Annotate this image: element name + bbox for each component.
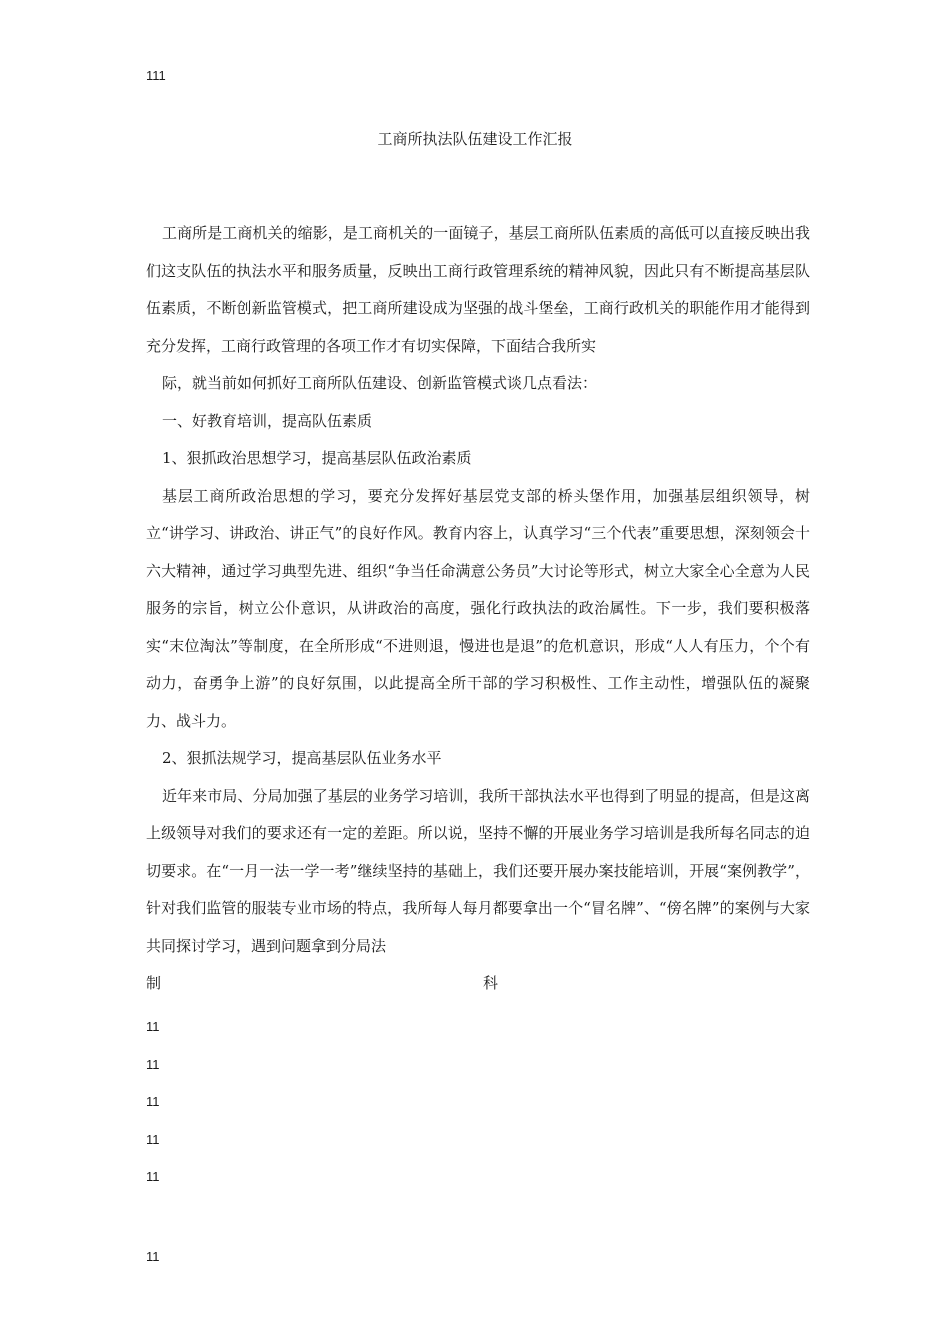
paragraph-continuation: 际，就当前如何抓好工商所队伍建设、创新监管模式谈几点看法： <box>162 374 598 392</box>
footer-marker: 11 <box>146 1094 160 1109</box>
document-title: 工商所执法队伍建设工作汇报 <box>377 130 573 148</box>
page-footer-marker: 11 <box>146 1249 160 1264</box>
split-line-right: 科 <box>482 974 498 992</box>
split-line-left: 制 <box>146 974 162 992</box>
footer-marker-list <box>146 1015 160 1203</box>
section-heading-1: 一、好教育培训，提高队伍素质 <box>162 411 373 430</box>
document-body <box>146 215 810 1003</box>
subsection-heading-1: 1、狠抓政治思想学习，提高基层队伍政治素质 <box>162 449 472 467</box>
subsection-heading-2: 2、狠抓法规学习，提高基层队伍业务水平 <box>162 749 442 767</box>
subsection-2-body: 近年来市局、分局加强了基层的业务学习培训，我所干部执法水平也得到了明显的提高，但是这离上级领导对我们的要求还有一定的差距。所以说，坚持不懈的开展业务学习培训是我所每名同志的迫切要求。在“一月一法一学一考”继续坚持的基础上，我们还要开展办案技能培训，开展“案例教学”，针对我们监管的服装专业市场的特点，我所每人每月都要拿出一个“冒名牌”、“傍名牌”的案例与大家共同探讨学习，遇到问题拿到分局法 <box>146 786 810 955</box>
page-header-marker: 111 <box>146 68 166 83</box>
subsection-1-body: 基层工商所政治思想的学习，要充分发挥好基层党支部的桥头堡作用，加强基层组织领导，树立“讲学习、讲政治、讲正气”的良好作风。教育内容上，认真学习“三个代表”重要思想，深刻领会十六大精神，通过学习典型先进、组织“争当任命满意公务员”大讨论等形式，树立大家全心全意为人民服务的宗旨，树立公仆意识，从讲政治的高度，强化行政执法的政治属性。下一步，我们要积极落实“末位淘汰”等制度，在全所形成“不进则退，慢进也是退”的危机意识，形成“人人有压力，个个有动力，奋勇争上游”的良好氛围，以此提高全所干部的学习积极性、工作主动性，增强队伍的凝聚力、战斗力。 <box>146 486 810 730</box>
split-line <box>146 965 498 1003</box>
footer-marker: 11 <box>146 1056 160 1072</box>
paragraph-intro: 工商所是工商机关的缩影，是工商机关的一面镜子，基层工商所队伍素质的高低可以直接反映出我们这支队伍的执法水平和服务质量，反映出工商行政管理系统的精神风貌，因此只有不断提高基层队伍素质，不断创新监管模式，把工商所建设成为坚强的战斗堡垒，工商行政机关的职能作用才能得到充分发挥，工商行政管理的各项工作才有切实保障，下面结合我所实 <box>146 224 810 355</box>
footer-marker: 11 <box>146 1019 160 1034</box>
footer-marker: 11 <box>146 1169 160 1184</box>
footer-marker: 11 <box>146 1131 160 1147</box>
